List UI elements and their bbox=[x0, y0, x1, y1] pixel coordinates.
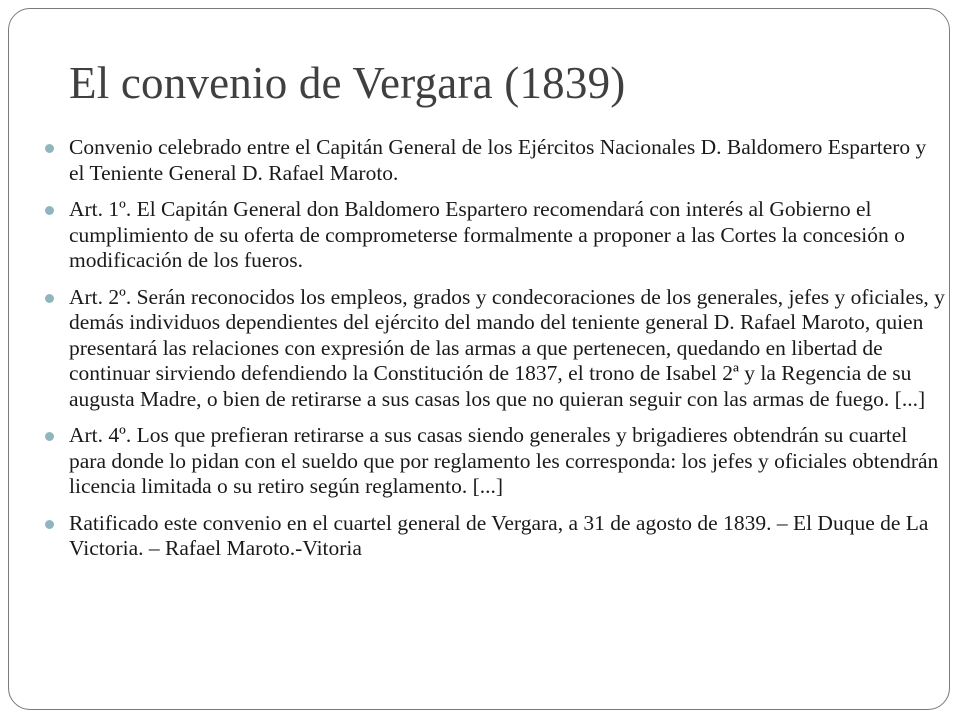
slide-frame bbox=[8, 8, 950, 710]
bullet-item-art-4 bbox=[45, 423, 945, 500]
bullet-item-art-1 bbox=[45, 197, 945, 274]
bullet-dot-icon bbox=[45, 432, 54, 441]
bullet-item-art-2 bbox=[45, 285, 945, 413]
bullet-dot-icon bbox=[45, 520, 54, 529]
bullet-dot-icon bbox=[45, 144, 54, 153]
bullet-dot-icon bbox=[45, 294, 54, 303]
bullet-item-convenio bbox=[45, 135, 945, 186]
bullet-text: Art. 4º. Los que prefieran retirarse a sus casas siendo generales y brigadieres obtendrán su cuartel para donde lo pidan con el sueldo que por reglamento les corresponda: los jefes y oficiales obtendrán licencia limitada o su retiro según reglamento. [...] bbox=[69, 423, 939, 498]
bullet-text: Art. 2º. Serán reconocidos los empleos, grados y condecoraciones de los generales, jefes y oficiales, y demás individuos dependientes del ejército del mando del teniente general D. Rafael Maroto, quien presentará las relaciones con expresión de las armas a que pertenecen, quedando en libertad de continuar sirviendo defendiendo la Constitución de 1837, el trono de Isabel 2ª y la Regencia de su augusta Madre, o bien de retirarse a sus casas los que no quieran seguir con las armas de fuego. [...] bbox=[69, 284, 945, 411]
bullet-item-ratificado bbox=[45, 511, 945, 562]
slide-title: El convenio de Vergara (1839) bbox=[69, 58, 626, 108]
bullet-text: Ratificado este convenio en el cuartel general de Vergara, a 31 de agosto de 1839. – El Duque de La Victoria. – Rafael Maroto.-Vitoria bbox=[69, 510, 929, 560]
bullet-list bbox=[45, 135, 945, 573]
bullet-text: Convenio celebrado entre el Capitán General de los Ejércitos Nacionales D. Baldomero Espartero y el Teniente General D. Rafael Maroto. bbox=[69, 135, 927, 185]
bullet-text: Art. 1º. El Capitán General don Baldomero Espartero recomendará con interés al Gobierno el cumplimiento de su oferta de comprometerse formalmente a proponer a las Cortes la concesión o modificación de los fueros. bbox=[69, 197, 905, 272]
bullet-dot-icon bbox=[45, 206, 54, 215]
